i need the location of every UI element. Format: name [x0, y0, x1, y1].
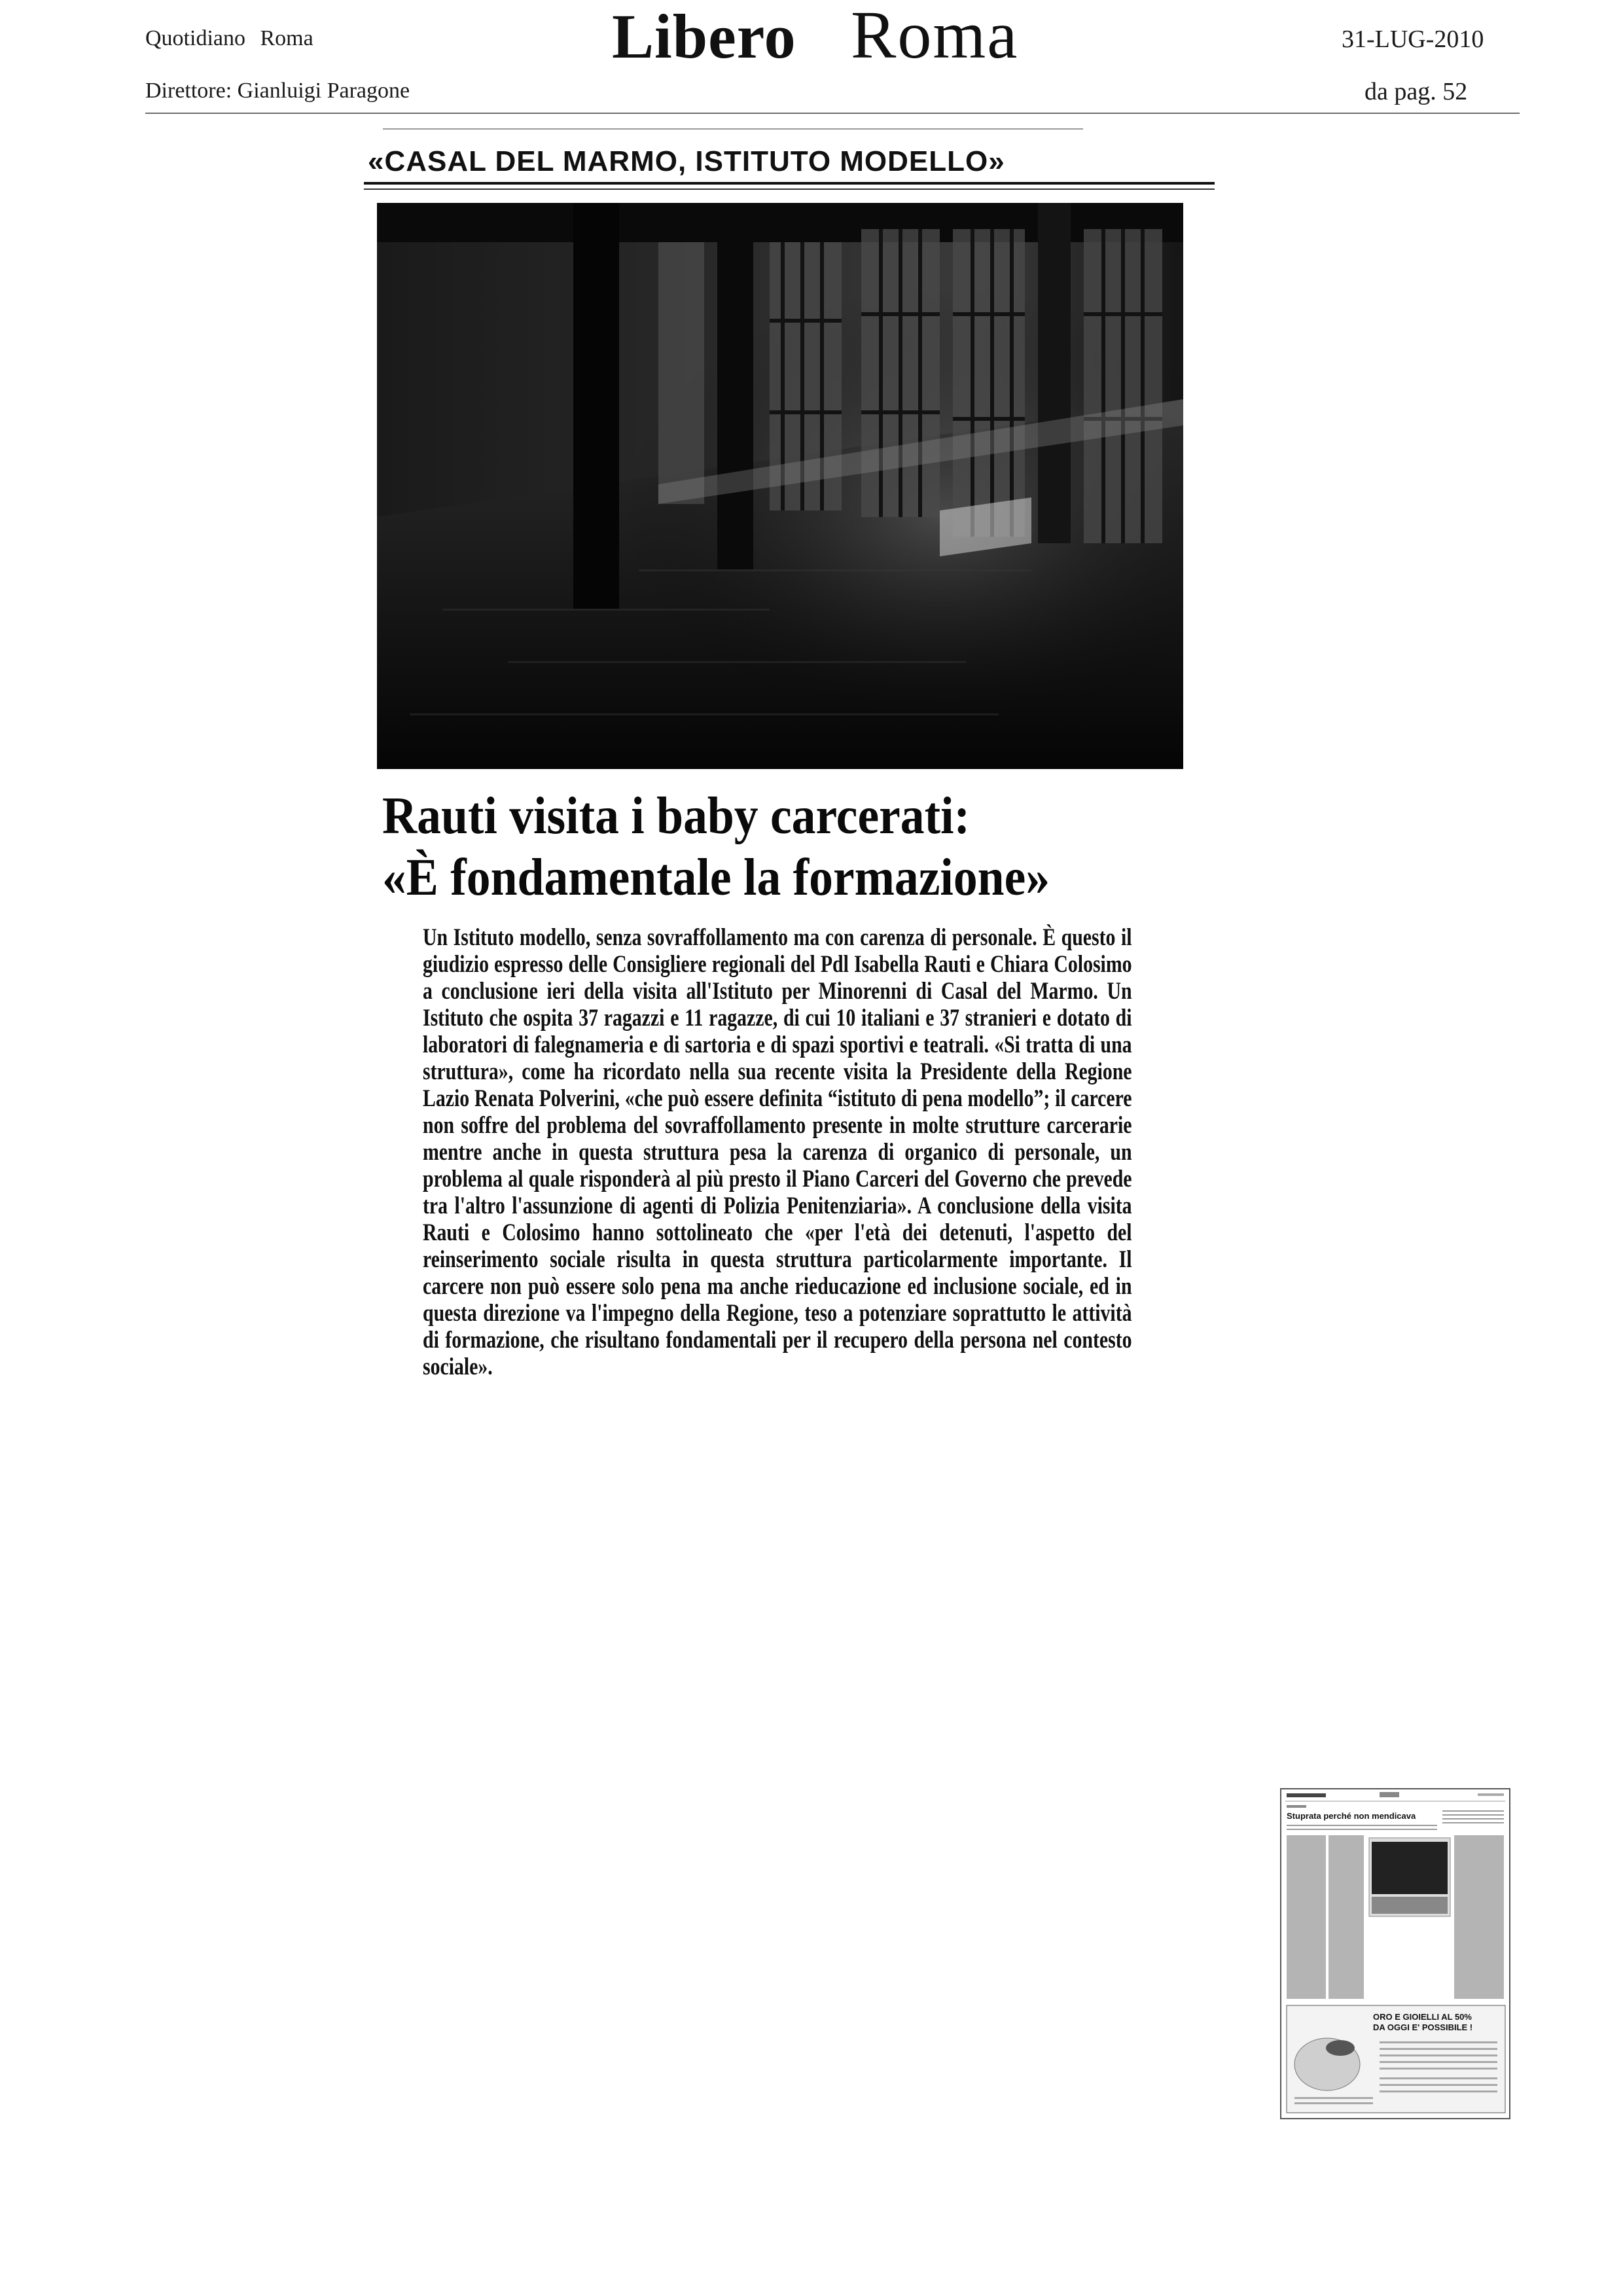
- page-number: 52: [1442, 78, 1468, 105]
- clipping-top-rule: [383, 128, 1083, 130]
- publication-city: Roma: [260, 26, 313, 50]
- thumbnail-page-preview: [1281, 1789, 1509, 2118]
- article-body-paragraph: Un Istituto modello, senza sovraffollamento ma con carenza di personale. È questo il giudizio espresso delle Consigliere regionali del Pdl Isabella Rauti e Chiara Colosimo a conclusione ieri della visita all'Istituto per Minorenni di Casal del Marmo. Un Istituto che ospita 37 ragazzi e 11 ragazze, di cui 10 italiani e 37 stranieri e dotato di laboratori di falegnameria e di sartoria e di spazi sportivi e teatrali. «Si tratta di una struttura», come ha ricordato nella sua recente visita la Presidente della Regione Lazio Renata Polverini, «che può essere definita “istituto di pena modello”; il carcere non soffre del problema del sovraffollamento presente in molte strutture carcerarie mentre anche in questa struttura pesa la carenza di organico di personale, un problema al quale risponderà al più presto il Piano Carceri del Governo che prevede tra l'altro l'assunzione di agenti di Polizia Penitenziaria». A conclusione della visita Rauti e Colosimo hanno sottolineato che «per l'età dei detenuti, l'aspetto del reinserimento sociale risulta in questa struttura particolarmente importante. Il carcere non può essere solo pena ma anche rieducazione ed inclusione sociale, ed in questa direzione va l'impegno della Regione, teso a potenziare soprattutto le attività di formazione, che risultano fondamentali per il recupero della persona nel contesto sociale».: [423, 924, 1132, 1380]
- director-label: Direttore:: [145, 79, 232, 103]
- headline-line-1: Rauti visita i baby carcerati:: [382, 787, 971, 845]
- masthead-city: Roma: [851, 0, 1019, 73]
- page-reference: [1364, 77, 1467, 106]
- article-headline: [382, 785, 1272, 908]
- masthead-city-block: [851, 0, 1019, 73]
- page-label: da pag.: [1364, 78, 1436, 105]
- director-name: Gianluigi Paragone: [237, 79, 410, 103]
- masthead-name: Libero: [612, 1, 796, 71]
- page-thumbnail: [1280, 1788, 1510, 2119]
- director-line: [145, 79, 410, 103]
- issue-date: 31-LUG-2010: [1342, 26, 1484, 53]
- article-body: [423, 924, 1132, 1380]
- photo-prison-corridor: [377, 203, 1183, 769]
- article-photo: [377, 203, 1183, 769]
- kicker-rule-thin: [364, 188, 1215, 190]
- publication-type: Quotidiano: [145, 26, 245, 50]
- masthead: [612, 1, 796, 71]
- thumbnail-headline: Stuprata perché non mendicava: [1287, 1811, 1416, 1821]
- kicker-rule: [364, 182, 1215, 185]
- headline-line-2: «È fondamentale la formazione»: [382, 849, 1050, 906]
- header-divider: [145, 113, 1520, 114]
- thumbnail-ad-line-1: ORO E GIOIELLI AL 50%: [1373, 2012, 1472, 2022]
- publication-type-line: [145, 26, 313, 51]
- thumbnail-ad-line-2: DA OGGI E' POSSIBILE !: [1373, 2022, 1473, 2032]
- article-kicker: «CASAL DEL MARMO, ISTITUTO MODELLO»: [368, 145, 1005, 177]
